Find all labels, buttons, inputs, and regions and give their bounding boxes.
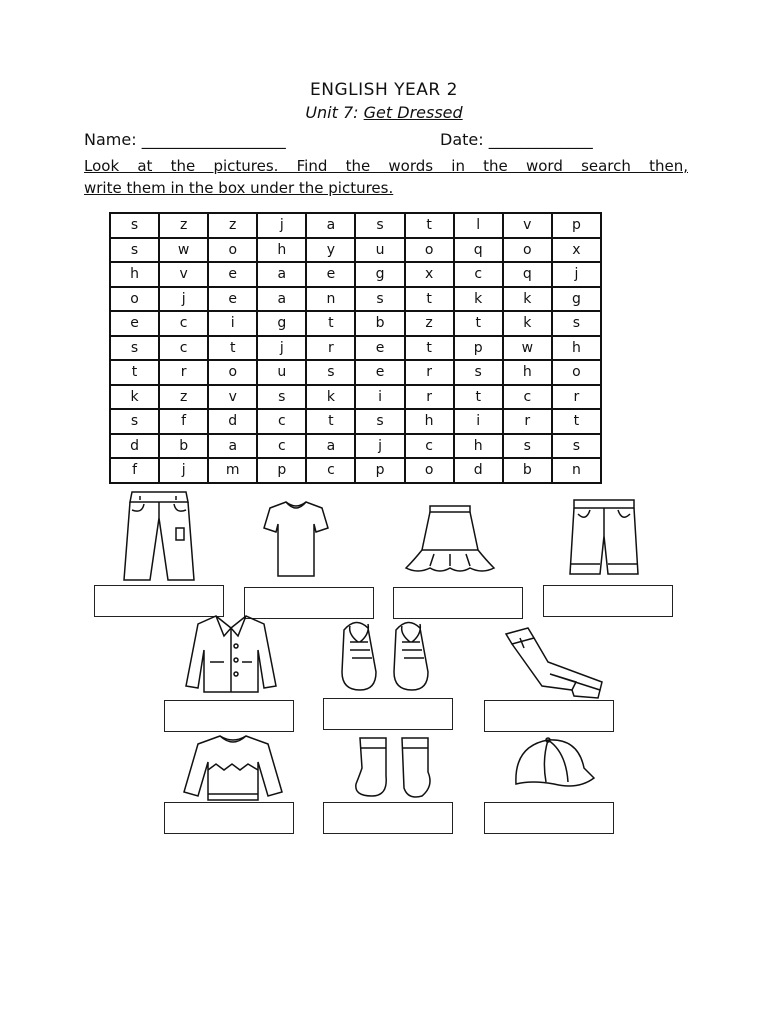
- grid-cell[interactable]: i: [208, 311, 257, 336]
- grid-cell[interactable]: d: [208, 409, 257, 434]
- jeans-icon: [502, 624, 606, 700]
- grid-cell[interactable]: j: [355, 434, 404, 459]
- grid-cell[interactable]: d: [454, 458, 503, 483]
- grid-cell[interactable]: t: [454, 385, 503, 410]
- grid-cell[interactable]: b: [503, 458, 552, 483]
- grid-cell[interactable]: e: [306, 262, 355, 287]
- grid-cell[interactable]: g: [355, 262, 404, 287]
- grid-row: [110, 360, 601, 385]
- grid-cell[interactable]: h: [552, 336, 601, 361]
- grid-cell[interactable]: a: [306, 434, 355, 459]
- grid-row: [110, 311, 601, 336]
- grid-cell[interactable]: p: [355, 458, 404, 483]
- grid-cell[interactable]: o: [503, 238, 552, 263]
- grid-cell[interactable]: n: [306, 287, 355, 312]
- grid-cell[interactable]: o: [405, 238, 454, 263]
- unit-title: [0, 103, 768, 122]
- grid-cell[interactable]: o: [208, 238, 257, 263]
- grid-cell[interactable]: g: [257, 311, 306, 336]
- answer-box-socks[interactable]: [323, 802, 453, 834]
- skirt-icon: [402, 502, 498, 578]
- grid-cell[interactable]: t: [306, 409, 355, 434]
- grid-cell[interactable]: b: [355, 311, 404, 336]
- grid-row: [110, 262, 601, 287]
- grid-cell[interactable]: y: [306, 238, 355, 263]
- grid-cell[interactable]: h: [110, 262, 159, 287]
- grid-cell[interactable]: l: [454, 213, 503, 238]
- grid-row: [110, 287, 601, 312]
- grid-cell[interactable]: c: [503, 385, 552, 410]
- answer-box-cap[interactable]: [484, 802, 614, 834]
- grid-cell[interactable]: h: [257, 238, 306, 263]
- grid-row: [110, 458, 601, 483]
- grid-cell[interactable]: c: [159, 311, 208, 336]
- grid-cell[interactable]: u: [355, 238, 404, 263]
- instructions: [84, 155, 688, 199]
- grid-cell[interactable]: a: [208, 434, 257, 459]
- date-blank[interactable]: _____________: [488, 130, 593, 149]
- word-search-grid: [109, 212, 602, 484]
- grid-cell[interactable]: j: [257, 213, 306, 238]
- grid-cell[interactable]: c: [405, 434, 454, 459]
- grid-cell[interactable]: d: [110, 434, 159, 459]
- grid-cell[interactable]: e: [208, 287, 257, 312]
- grid-cell[interactable]: c: [454, 262, 503, 287]
- tshirt-icon: [262, 498, 330, 580]
- grid-cell[interactable]: t: [454, 311, 503, 336]
- grid-cell[interactable]: e: [355, 360, 404, 385]
- trousers-icon: [118, 488, 200, 584]
- grid-row: [110, 213, 601, 238]
- grid-cell[interactable]: g: [552, 287, 601, 312]
- grid-cell[interactable]: r: [306, 336, 355, 361]
- grid-cell[interactable]: r: [405, 360, 454, 385]
- grid-cell[interactable]: v: [503, 213, 552, 238]
- grid-cell[interactable]: j: [257, 336, 306, 361]
- grid-cell[interactable]: s: [355, 409, 404, 434]
- grid-cell[interactable]: p: [552, 213, 601, 238]
- grid-cell[interactable]: s: [110, 238, 159, 263]
- grid-cell[interactable]: s: [503, 434, 552, 459]
- jacket-icon: [180, 612, 282, 696]
- grid-cell[interactable]: h: [405, 409, 454, 434]
- grid-cell[interactable]: a: [257, 287, 306, 312]
- grid-cell[interactable]: z: [405, 311, 454, 336]
- cap-icon: [508, 732, 598, 804]
- grid-cell[interactable]: c: [257, 409, 306, 434]
- grid-cell[interactable]: a: [257, 262, 306, 287]
- grid-cell[interactable]: s: [355, 213, 404, 238]
- grid-cell[interactable]: h: [454, 434, 503, 459]
- grid-cell[interactable]: x: [552, 238, 601, 263]
- grid-cell[interactable]: j: [159, 458, 208, 483]
- grid-cell[interactable]: s: [552, 434, 601, 459]
- grid-cell[interactable]: t: [110, 360, 159, 385]
- grid-cell[interactable]: m: [208, 458, 257, 483]
- sweater-icon: [180, 732, 286, 804]
- grid-cell[interactable]: v: [159, 262, 208, 287]
- grid-cell[interactable]: w: [159, 238, 208, 263]
- grid-cell[interactable]: f: [159, 409, 208, 434]
- grid-cell[interactable]: s: [110, 213, 159, 238]
- grid-cell[interactable]: u: [257, 360, 306, 385]
- grid-cell[interactable]: s: [355, 287, 404, 312]
- grid-cell[interactable]: e: [355, 336, 404, 361]
- grid-cell[interactable]: k: [503, 287, 552, 312]
- grid-cell[interactable]: s: [257, 385, 306, 410]
- grid-cell[interactable]: x: [405, 262, 454, 287]
- grid-cell[interactable]: t: [306, 311, 355, 336]
- name-label: Name:: [84, 130, 137, 149]
- answer-box-jeans[interactable]: [484, 700, 614, 732]
- grid-cell[interactable]: r: [405, 385, 454, 410]
- grid-cell[interactable]: t: [208, 336, 257, 361]
- grid-cell[interactable]: s: [454, 360, 503, 385]
- grid-cell[interactable]: f: [110, 458, 159, 483]
- grid-cell[interactable]: w: [503, 336, 552, 361]
- grid-cell[interactable]: s: [110, 409, 159, 434]
- grid-cell[interactable]: s: [110, 336, 159, 361]
- grid-cell[interactable]: q: [454, 238, 503, 263]
- grid-cell[interactable]: n: [552, 458, 601, 483]
- grid-row: [110, 336, 601, 361]
- grid-cell[interactable]: k: [503, 311, 552, 336]
- date-field: [440, 130, 593, 149]
- socks-icon: [348, 734, 440, 802]
- grid-cell[interactable]: z: [159, 385, 208, 410]
- unit-prefix: Unit 7:: [305, 103, 359, 122]
- grid-cell[interactable]: e: [110, 311, 159, 336]
- grid-cell[interactable]: c: [159, 336, 208, 361]
- grid-cell[interactable]: k: [110, 385, 159, 410]
- grid-cell[interactable]: r: [159, 360, 208, 385]
- grid-cell[interactable]: o: [110, 287, 159, 312]
- grid-row: [110, 238, 601, 263]
- name-blank[interactable]: __________________: [141, 130, 286, 149]
- grid-cell[interactable]: a: [306, 213, 355, 238]
- grid-cell[interactable]: z: [208, 213, 257, 238]
- grid-cell[interactable]: j: [552, 262, 601, 287]
- grid-cell[interactable]: t: [405, 336, 454, 361]
- grid-cell[interactable]: t: [552, 409, 601, 434]
- grid-cell[interactable]: c: [306, 458, 355, 483]
- date-label: Date:: [440, 130, 484, 149]
- grid-cell[interactable]: q: [503, 262, 552, 287]
- grid-cell[interactable]: k: [454, 287, 503, 312]
- grid-cell[interactable]: p: [257, 458, 306, 483]
- grid-cell[interactable]: p: [454, 336, 503, 361]
- grid-cell[interactable]: z: [159, 213, 208, 238]
- worksheet-title: ENGLISH YEAR 2: [310, 80, 458, 100]
- name-date-row: [84, 130, 688, 149]
- grid-row: [110, 409, 601, 434]
- grid-cell[interactable]: t: [405, 287, 454, 312]
- grid-cell[interactable]: r: [552, 385, 601, 410]
- answer-box-shorts[interactable]: [543, 585, 673, 617]
- grid-cell[interactable]: s: [552, 311, 601, 336]
- grid-cell[interactable]: r: [503, 409, 552, 434]
- grid-cell[interactable]: j: [159, 287, 208, 312]
- grid-cell[interactable]: t: [405, 213, 454, 238]
- grid-cell[interactable]: k: [306, 385, 355, 410]
- answer-box-jacket[interactable]: [164, 700, 294, 732]
- grid-cell[interactable]: o: [208, 360, 257, 385]
- instructions-line-2: write them in the box under the pictures.: [84, 179, 394, 197]
- grid-cell[interactable]: i: [454, 409, 503, 434]
- grid-row: [110, 434, 601, 459]
- grid-cell[interactable]: v: [208, 385, 257, 410]
- shoes-icon: [336, 612, 436, 694]
- grid-cell[interactable]: e: [208, 262, 257, 287]
- answer-box-sweater[interactable]: [164, 802, 294, 834]
- grid-cell[interactable]: c: [257, 434, 306, 459]
- unit-name: Get Dressed: [363, 103, 463, 122]
- grid-cell[interactable]: s: [306, 360, 355, 385]
- answer-box-shoes[interactable]: [323, 698, 453, 730]
- instructions-line-1: Look at the pictures. Find the words in the word search then,: [84, 157, 688, 175]
- grid-cell[interactable]: h: [503, 360, 552, 385]
- grid-cell[interactable]: i: [355, 385, 404, 410]
- shorts-icon: [566, 496, 642, 580]
- grid-row: [110, 385, 601, 410]
- grid-cell[interactable]: b: [159, 434, 208, 459]
- grid-cell[interactable]: o: [405, 458, 454, 483]
- grid-cell[interactable]: o: [552, 360, 601, 385]
